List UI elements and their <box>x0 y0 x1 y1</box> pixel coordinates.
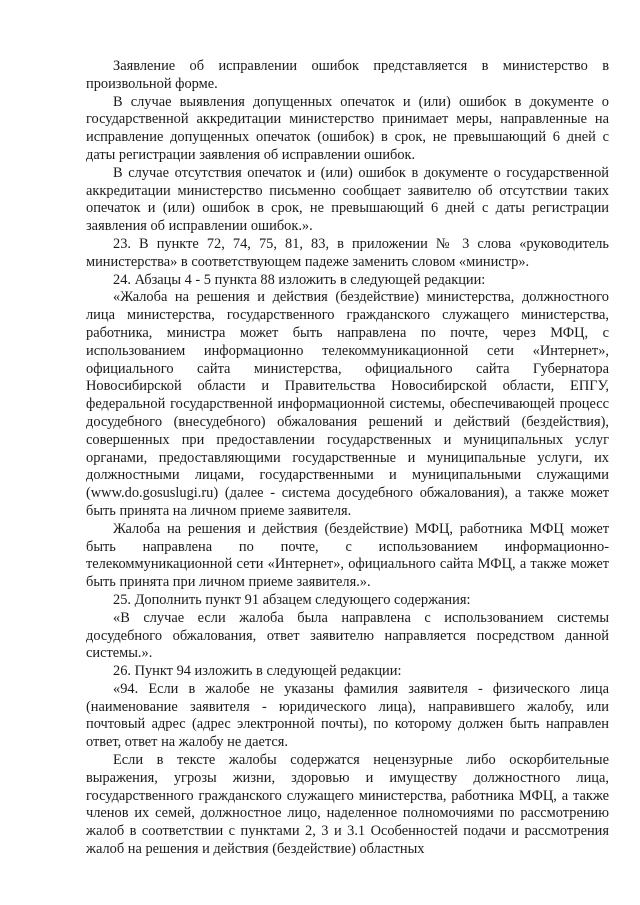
paragraph-11: «94. Если в жалобе не указаны фамилия заявителя - физического лица (наименование заявителя - юридического лица), направившего жалобу, или почтовый адрес (адрес электронной почты), по которому должен быть направлен ответ, ответ на жалобу не дается. <box>86 680 609 751</box>
paragraph-4: 23. В пункте 72, 74, 75, 81, 83, в приложении № 3 слова «руководитель министерства» в соответствующем падеже заменить словом «министр». <box>86 235 609 270</box>
paragraph-1: Заявление об исправлении ошибок представляется в министерство в произвольной форме. <box>86 58 609 92</box>
paragraph-8: 25. Дополнить пункт 91 абзацем следующего содержания: <box>113 591 471 608</box>
document-body <box>86 58 609 859</box>
paragraph-2: В случае выявления допущенных опечаток и (или) ошибок в документе о государственной аккредитации министерство принимает меры, направленные на исправление допущенных опечаток (ошибок) в срок, не превышающий 6 дней с даты регистрации заявления об исправлении ошибок. <box>86 93 609 163</box>
paragraph-6: «Жалоба на решения и действия (бездействие) министерства, должностного лица министерства, государственного гражданского служащего министерства, работника, министра может быть направлена по почте, через МФЦ, с использованием информационно телекоммуникационной сети «Интернет», официального сайта министерства, официального сайта Губернатора Новосибирской области и Правительства Новосибирской области, ЕПГУ, федеральной государственной информационной системы, обеспечивающей процесс досудебного (внесудебного) обжалования решений и действий (бездействия), совершенных при предоставлении государственных и муниципальных услуг органами, предоставляющими государственные и муниципальные услуги, их должностными лицами, государственными и муниципальными служащими (www.do.gosuslugi.ru) (далее - система досудебного обжалования), а также может быть принята на личном приеме заявителя. <box>86 289 609 519</box>
paragraph-9: «В случае если жалоба была направлена с использованием системы досудебного обжалования, ответ заявителю направляется посредством данной системы.». <box>86 609 609 662</box>
paragraph-3: В случае отсутствия опечаток и (или) ошибок в документе о государственной аккредитации министерство письменно сообщает заявителю об отсутствии таких опечаток и (или) ошибок в срок, не превышающий 6 дней с даты регистрации заявления об исправлении ошибок.». <box>86 164 609 235</box>
paragraph-5: 24. Абзацы 4 - 5 пункта 88 изложить в следующей редакции: <box>113 271 486 288</box>
paragraph-7: Жалоба на решения и действия (бездействие) МФЦ, работника МФЦ может быть направлена по почте, с использованием информационно-телекоммуникационной сети «Интернет», официального сайта МФЦ, а также может быть принята при личном приеме заявителя.». <box>86 520 609 591</box>
paragraph-12: Если в тексте жалобы содержатся нецензурные либо оскорбительные выражения, угрозы жизни, здоровью и имуществу должностного лица, государственного гражданского служащего министерства, работника МФЦ, а также членов их семей, должностное лицо, наделенное полномочиями по рассмотрению жалоб в соответствии с пунктами 2, 3 и 3.1 Особенностей подачи и рассмотрения жалоб на решения и действия (бездействие) областных <box>86 752 609 858</box>
paragraph-10: 26. Пункт 94 изложить в следующей редакции: <box>113 663 402 680</box>
